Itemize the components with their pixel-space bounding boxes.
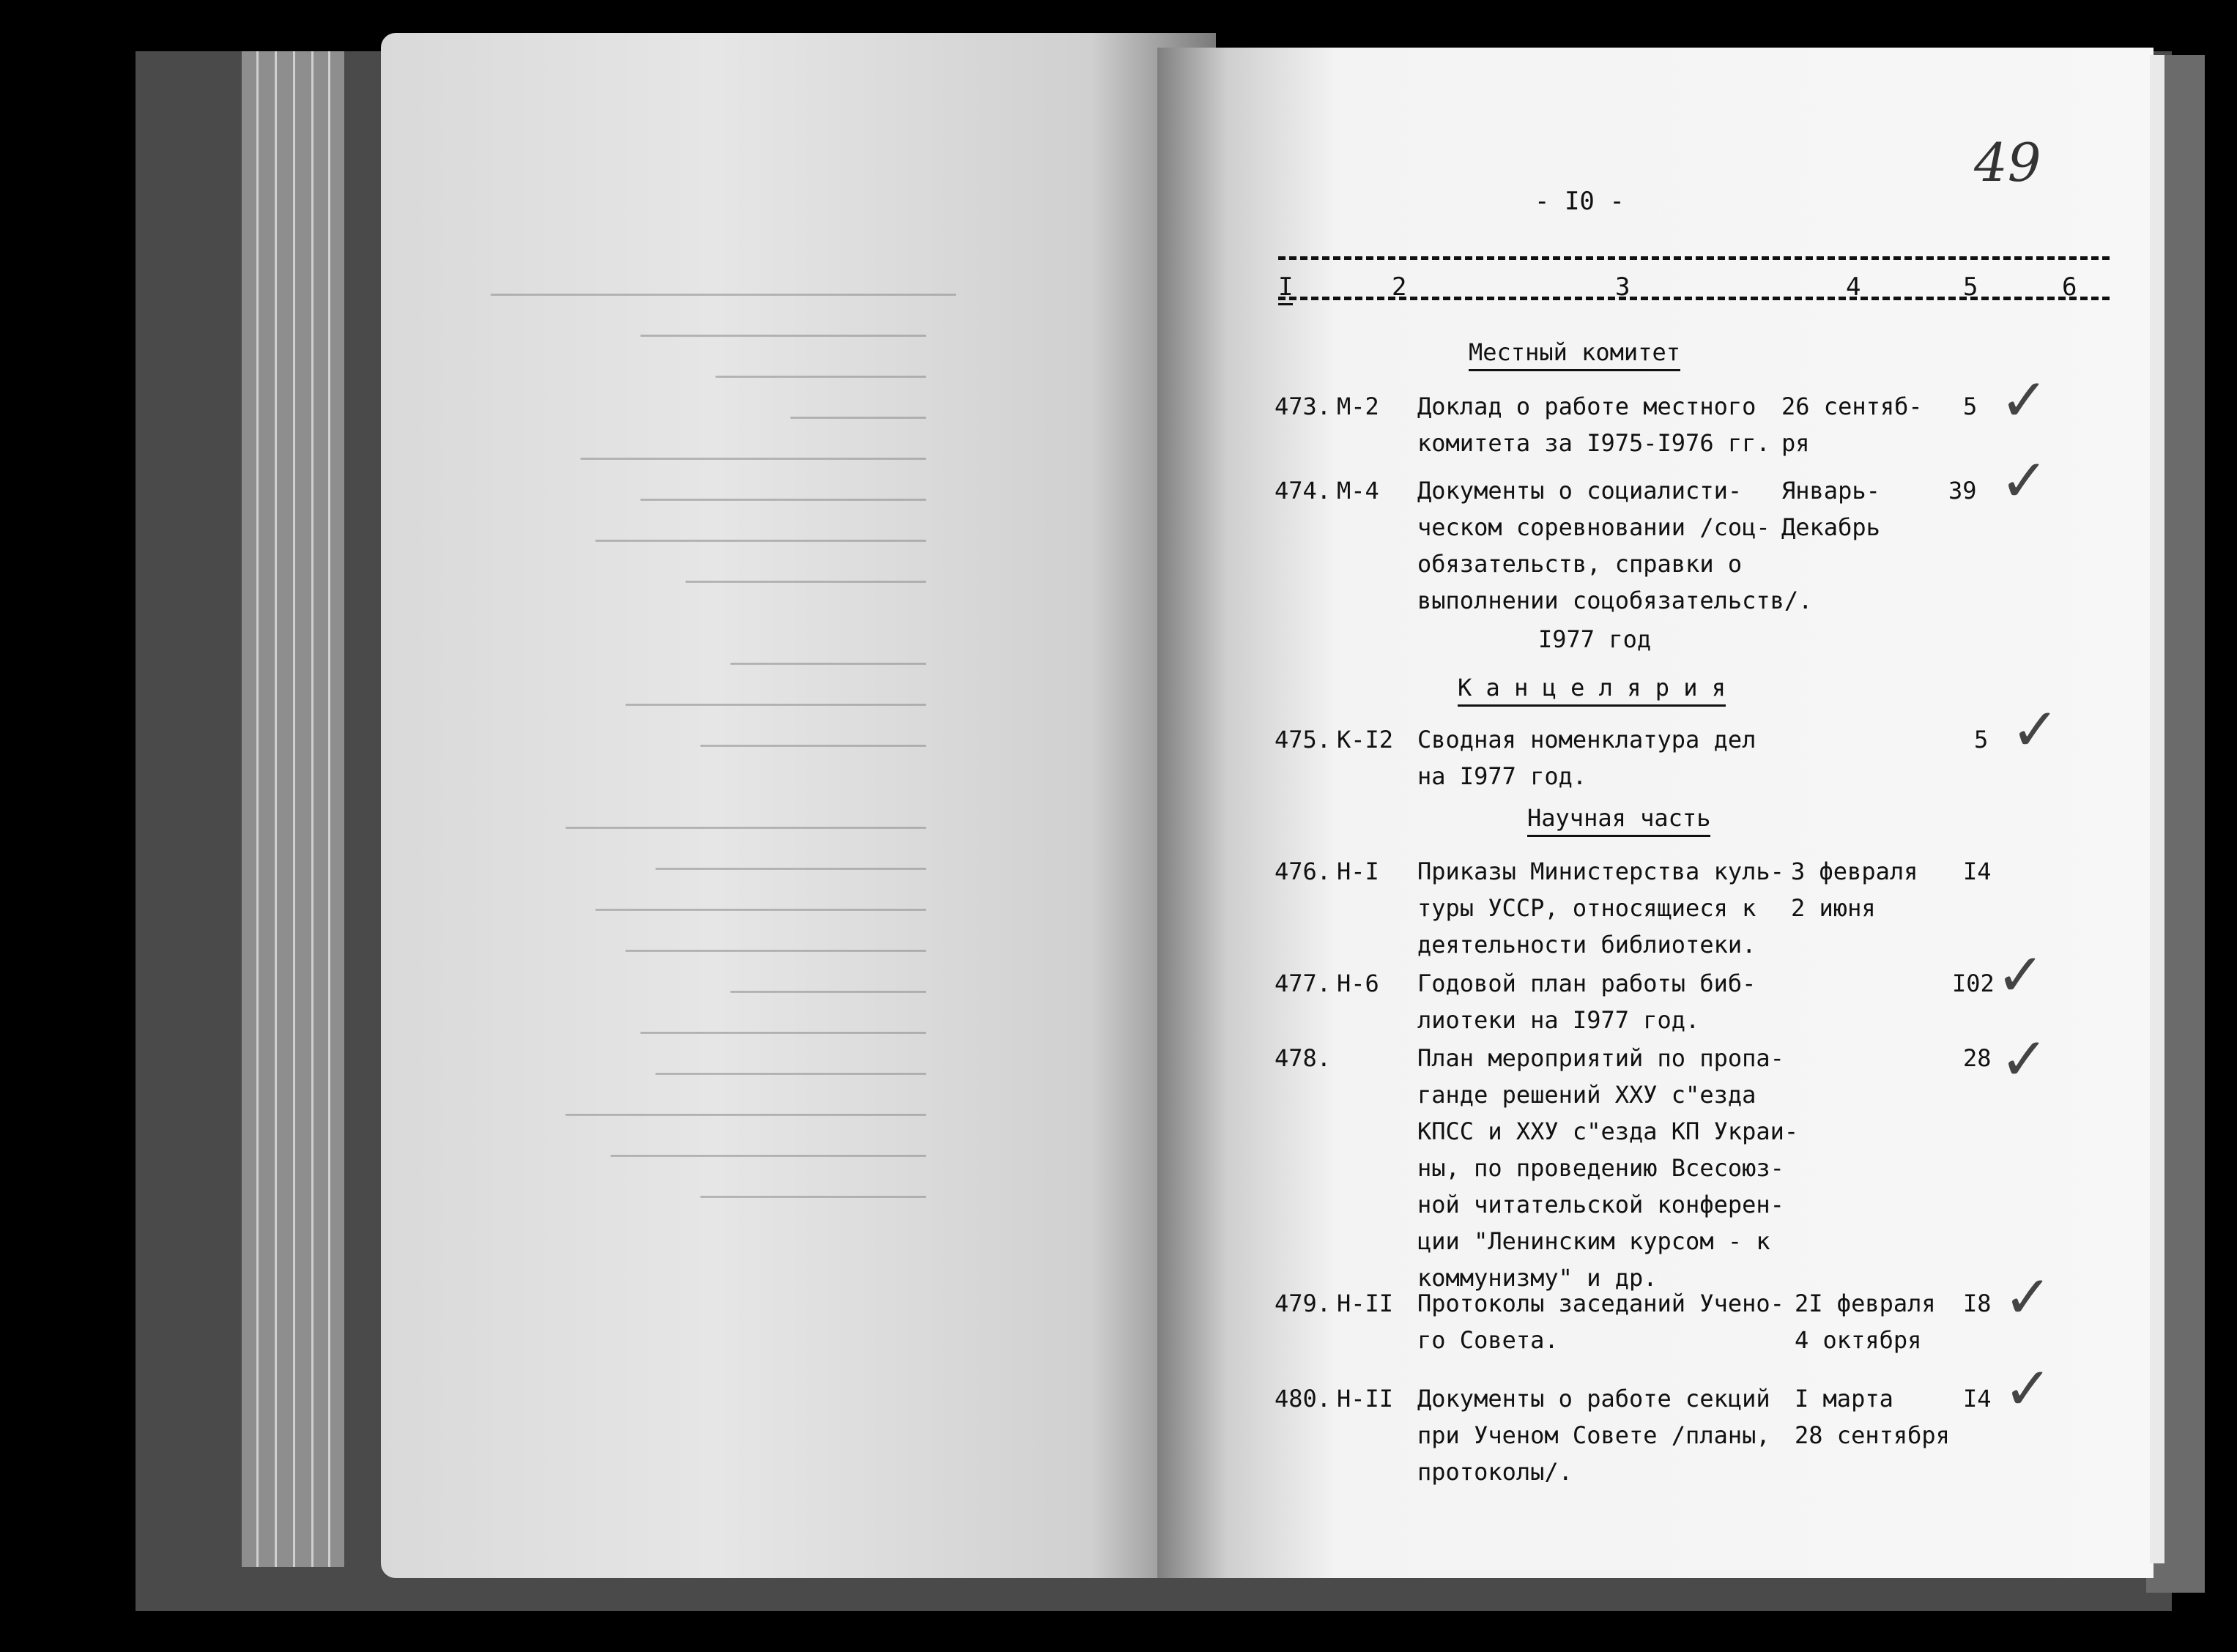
row-474-code: М-4 [1337, 477, 1379, 505]
left-page-bleedthrough [381, 33, 1216, 1578]
check-mark-icon: ✓ [1996, 941, 2046, 1009]
row-473-date: 26 сентяб- ря [1781, 392, 1923, 457]
row-479-title: Протоколы заседаний Учено- го Совета. [1417, 1290, 1784, 1354]
row-474-number: 474. [1275, 477, 1332, 505]
row-474-title: Документы о социалисти- ческом соревновании /соц- обязательств, справки о выполнении соцобязательств/. [1417, 477, 1813, 614]
row-475-sheets: 5 [1974, 726, 1989, 754]
page-stack-right [2150, 55, 2164, 1563]
row-476-title: Приказы Министерства куль- туры УССР, относящиеся к деятельности библиотеки. [1417, 857, 1784, 959]
row-479-number: 479. [1275, 1290, 1332, 1317]
row-480-code: Н-II [1337, 1385, 1394, 1413]
row-480-title: Документы о работе секций при Ученом Совете /планы, протоколы/. [1417, 1385, 1770, 1486]
row-479-code: Н-II [1337, 1290, 1394, 1317]
row-475-code: К-I2 [1337, 726, 1394, 754]
section-chancellery: К а н ц е л я р и я [1458, 674, 1726, 707]
row-476-code: Н-I [1337, 857, 1379, 885]
row-478-title: План мероприятий по пропа- ганде решений XXУ с"езда КПСС и XXУ с"езда КП Украи- ны, по проведению Всесоюз- ной читательской конферен- ции "Ленинским курсом - к коммунизму" и др. [1417, 1044, 1799, 1292]
check-mark-icon: ✓ [2000, 447, 2049, 515]
header-rule-top [1278, 256, 2110, 260]
row-476-number: 476. [1275, 857, 1332, 885]
row-475-title: Сводная номенклатура дел на I977 год. [1417, 726, 1756, 790]
row-477-title: Годовой план работы биб- лиотеки на I977 год. [1417, 970, 1756, 1034]
row-475-number: 475. [1275, 726, 1332, 754]
row-473-number: 473. [1275, 392, 1332, 420]
row-479-date: 2I февраля 4 октября [1795, 1290, 1936, 1354]
row-476-date: 3 февраля 2 июня [1791, 857, 1918, 922]
page-stack-left [242, 51, 344, 1567]
section-science: Научная часть [1527, 804, 1710, 837]
check-mark-icon: ✓ [2003, 1263, 2053, 1331]
handwritten-folio-number: 49 [1974, 132, 2041, 193]
page-number: - I0 - [1535, 187, 1625, 216]
row-480-number: 480. [1275, 1385, 1332, 1413]
row-478-sheets: 28 [1963, 1044, 1992, 1072]
row-474-sheets: 39 [1948, 477, 1977, 505]
ghost-text: ─────────────────────────────── ─────────────────── ────────────── ───────── ─────────────────────── ─────────────────── ────────────────────── ──────────────── ───────────── ──────────────────── ─────────────── ──────────────────────── ────────────────── ────────────────────── ──────────────────── ───────────── ─────────────────── ────────────────── ──────────────────────── ───────────────────── ─────────────── [491, 280, 956, 1212]
check-mark-icon: ✓ [2000, 366, 2049, 434]
column-header-3: 3 [1615, 272, 1631, 302]
section-year: I977 год [1538, 625, 1652, 653]
column-header-6: 6 [2062, 272, 2077, 302]
row-478-number: 478. [1275, 1044, 1332, 1072]
check-mark-icon: ✓ [2003, 1355, 2053, 1423]
check-mark-icon: ✓ [2000, 1025, 2049, 1093]
column-header-5: 5 [1963, 272, 1978, 302]
column-header-4: 4 [1846, 272, 1861, 302]
row-476-sheets: I4 [1963, 857, 1992, 885]
row-477-code: Н-6 [1337, 970, 1379, 997]
column-header-2: 2 [1392, 272, 1407, 302]
column-header-1: I [1278, 272, 1293, 305]
check-mark-icon: ✓ [2011, 696, 2060, 764]
row-480-sheets: I4 [1963, 1385, 1992, 1413]
row-477-number: 477. [1275, 970, 1332, 997]
row-480-date: I марта 28 сентября [1795, 1385, 1950, 1449]
row-473-code: М-2 [1337, 392, 1379, 420]
row-474-date: Январь- Декабрь [1781, 477, 1880, 541]
section-local-committee: Местный комитет [1469, 338, 1680, 371]
row-477-sheets: I02 [1952, 970, 1995, 997]
row-473-title: Доклад о работе местного комитета за I975-I976 гг. [1417, 392, 1770, 457]
row-473-sheets: 5 [1963, 392, 1978, 420]
row-479-sheets: I8 [1963, 1290, 1992, 1317]
